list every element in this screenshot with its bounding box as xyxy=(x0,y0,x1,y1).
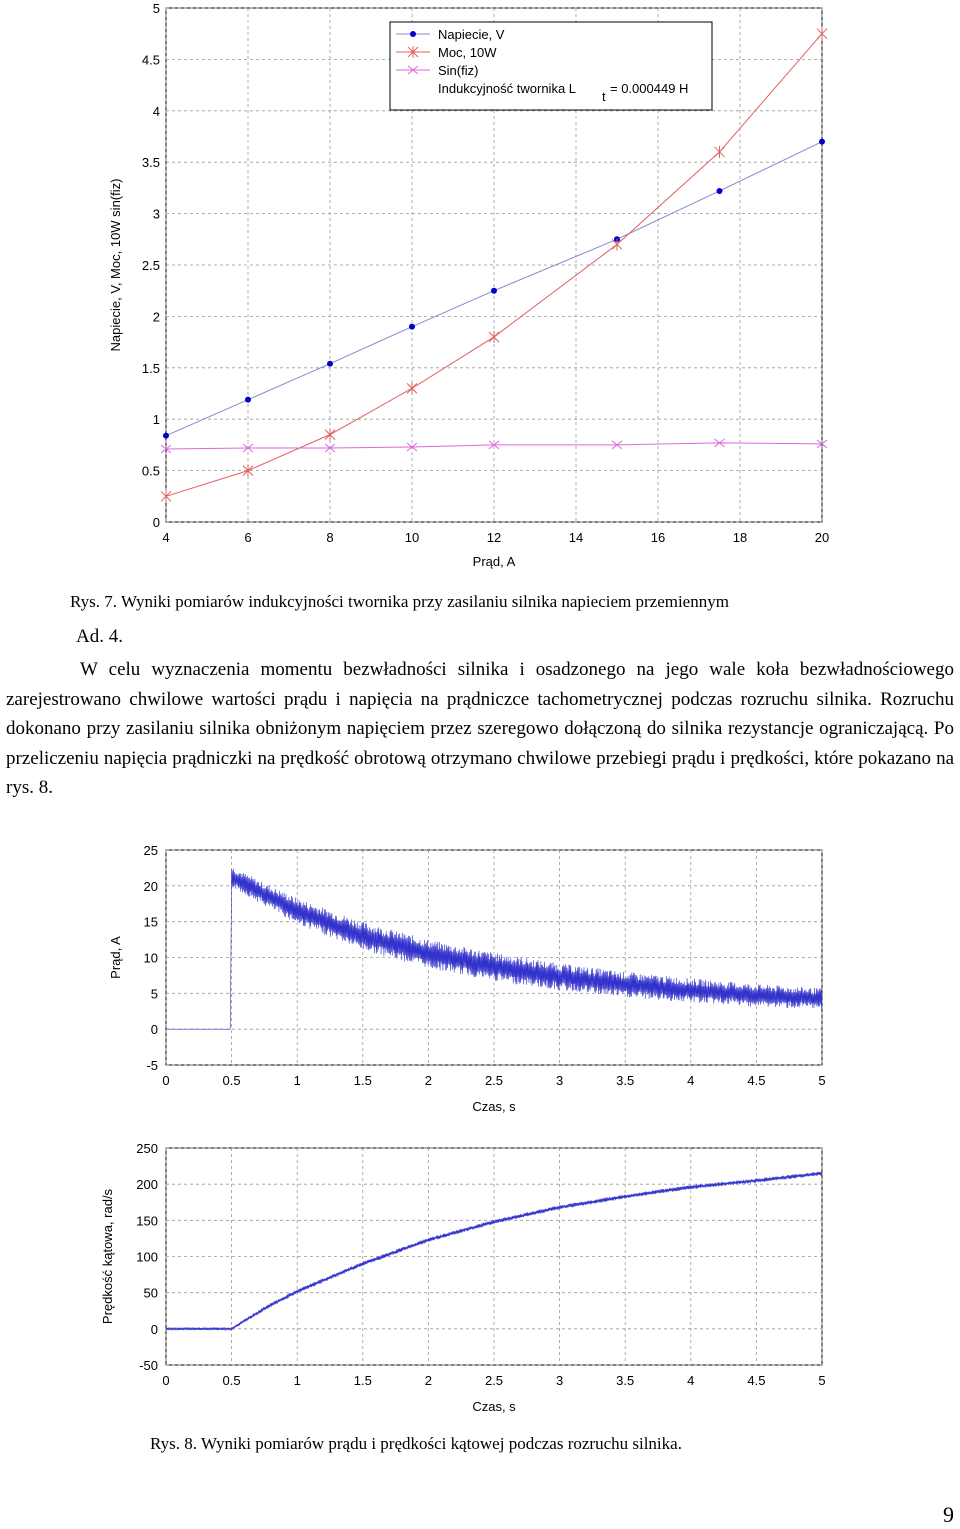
y-tick-label: 10 xyxy=(143,950,158,966)
current-chart xyxy=(0,835,960,1125)
x-tick-label: 1 xyxy=(293,1073,301,1088)
x-tick-label: 1 xyxy=(293,1373,301,1388)
data-point-star xyxy=(817,28,827,40)
y-tick-label: 4 xyxy=(152,103,160,119)
y-tick-label: 3.5 xyxy=(141,155,160,171)
figure-8-current xyxy=(0,835,960,1125)
x-tick-label: 6 xyxy=(244,530,252,545)
y-tick-label: 0 xyxy=(152,515,160,530)
legend-note: Indukcyjność twornika L xyxy=(438,81,577,96)
data-point-star xyxy=(715,146,725,158)
y-tick-label: 0.5 xyxy=(141,463,160,479)
x-tick-label: 0 xyxy=(162,1073,170,1088)
x-tick-label: 2 xyxy=(424,1373,433,1388)
figure-7-chart xyxy=(0,0,960,580)
x-tick-label: 3.5 xyxy=(616,1073,635,1088)
y-tick-label: -50 xyxy=(139,1358,158,1373)
data-point-dot xyxy=(327,361,333,367)
x-tick-label: 1.5 xyxy=(353,1073,372,1088)
x-tick-label: 5 xyxy=(818,1073,826,1088)
section-heading: Ad. 4. xyxy=(76,626,123,647)
x-tick-label: 20 xyxy=(814,530,830,545)
x-tick-label: 4 xyxy=(162,530,170,545)
y-tick-label: 20 xyxy=(143,878,158,894)
data-point-star xyxy=(407,382,417,394)
x-tick-label: 3 xyxy=(555,1373,564,1388)
legend-label: Sin(fiz) xyxy=(438,63,479,78)
data-point-star xyxy=(161,490,171,502)
legend-marker-dot xyxy=(410,31,416,37)
y-tick-label: 0 xyxy=(150,1022,158,1038)
x-axis-label: Czas, s xyxy=(472,1399,516,1414)
y-tick-label: 0 xyxy=(150,1321,158,1337)
y-tick-label: 2.5 xyxy=(141,258,160,273)
figure-7 xyxy=(0,0,960,580)
y-tick-label: 1.5 xyxy=(141,360,160,376)
data-point-dot xyxy=(491,288,497,294)
page-number: 9 xyxy=(943,1502,954,1527)
x-tick-label: 4 xyxy=(687,1373,695,1388)
legend-label: Napiecie, V xyxy=(438,27,505,42)
y-tick-label: 200 xyxy=(136,1177,158,1193)
x-tick-label: 16 xyxy=(650,530,666,545)
data-point-star xyxy=(612,238,622,250)
y-tick-label: 250 xyxy=(136,1141,158,1156)
y-tick-label: 3 xyxy=(152,206,160,222)
y-axis-label: Prędkość kątowa, rad/s xyxy=(100,1188,115,1325)
x-tick-label: 2.5 xyxy=(484,1073,504,1088)
x-tick-label: 0.5 xyxy=(222,1073,241,1088)
x-tick-label: 3 xyxy=(555,1073,564,1088)
x-tick-label: 3.5 xyxy=(616,1373,635,1388)
body-paragraph xyxy=(6,655,954,803)
x-axis-label: Prąd, A xyxy=(472,554,516,569)
figure-7-caption: Rys. 7. Wyniki pomiarów indukcyjności twornika przy zasilaniu silnika napieciem przemiennym xyxy=(70,592,729,611)
y-axis-label: Napiecie, V, Moc, 10W sin(fiz) xyxy=(108,178,123,352)
y-tick-label: 15 xyxy=(143,914,158,930)
x-tick-label: 10 xyxy=(404,530,420,545)
legend-label: Moc, 10W xyxy=(438,45,497,60)
y-tick-label: 4.5 xyxy=(141,52,160,68)
figure-8-speed xyxy=(0,1130,960,1420)
legend-note-value: = 0.000449 H xyxy=(610,81,689,96)
y-tick-label: -5 xyxy=(146,1058,158,1073)
y-tick-label: 5 xyxy=(152,1,160,16)
x-tick-label: 12 xyxy=(486,530,502,545)
x-tick-label: 2 xyxy=(424,1073,433,1088)
data-point-dot xyxy=(819,139,825,145)
data-point-dot xyxy=(717,188,723,194)
y-tick-label: 2 xyxy=(152,309,160,325)
x-tick-label: 8 xyxy=(326,530,334,545)
legend-note-subscript: t xyxy=(602,89,606,104)
speed-chart xyxy=(0,1130,960,1420)
x-tick-label: 14 xyxy=(568,530,584,545)
y-tick-label: 5 xyxy=(150,986,158,1002)
x-tick-label: 1.5 xyxy=(353,1373,372,1388)
body-paragraph-text: W celu wyznaczenia momentu bezwładności silnika i osadzonego na jego wale koła bezwładnościowego zarejestrowano chwilowe wartości prądu i napięcia na prądniczce tachometrycznej podczas rozruchu silnika. Rozruchu dokonano przy zasilaniu silnika obniżonym napięciem przez szeregowo dołączoną do silnika rezystancje ograniczającą. Po przeliczeniu napięcia prądniczki na prędkość obrotową otrzymano chwilowe przebiegi prądu i prędkości, które pokazano na rys. 8. xyxy=(6,659,954,798)
y-tick-label: 100 xyxy=(136,1249,158,1265)
x-tick-label: 4.5 xyxy=(747,1073,766,1088)
y-tick-label: 25 xyxy=(143,843,158,858)
y-tick-label: 150 xyxy=(136,1213,158,1229)
x-axis-label: Czas, s xyxy=(472,1099,516,1114)
y-axis-label: Prąd, A xyxy=(108,936,123,979)
data-point-dot xyxy=(245,397,251,403)
x-tick-label: 0.5 xyxy=(222,1373,241,1388)
x-tick-label: 0 xyxy=(162,1373,170,1388)
data-point-star xyxy=(325,429,335,441)
figure-8-caption: Rys. 8. Wyniki pomiarów prądu i prędkości kątowej podczas rozruchu silnika. xyxy=(150,1434,682,1453)
data-point-dot xyxy=(409,324,415,330)
x-tick-label: 18 xyxy=(732,530,748,545)
x-tick-label: 2.5 xyxy=(484,1373,504,1388)
y-tick-label: 50 xyxy=(143,1285,158,1301)
x-tick-label: 4 xyxy=(687,1073,695,1088)
y-tick-label: 1 xyxy=(152,412,160,428)
x-tick-label: 5 xyxy=(818,1373,826,1388)
data-point-star xyxy=(489,331,499,343)
x-tick-label: 4.5 xyxy=(747,1373,766,1388)
data-point-dot xyxy=(163,433,169,439)
